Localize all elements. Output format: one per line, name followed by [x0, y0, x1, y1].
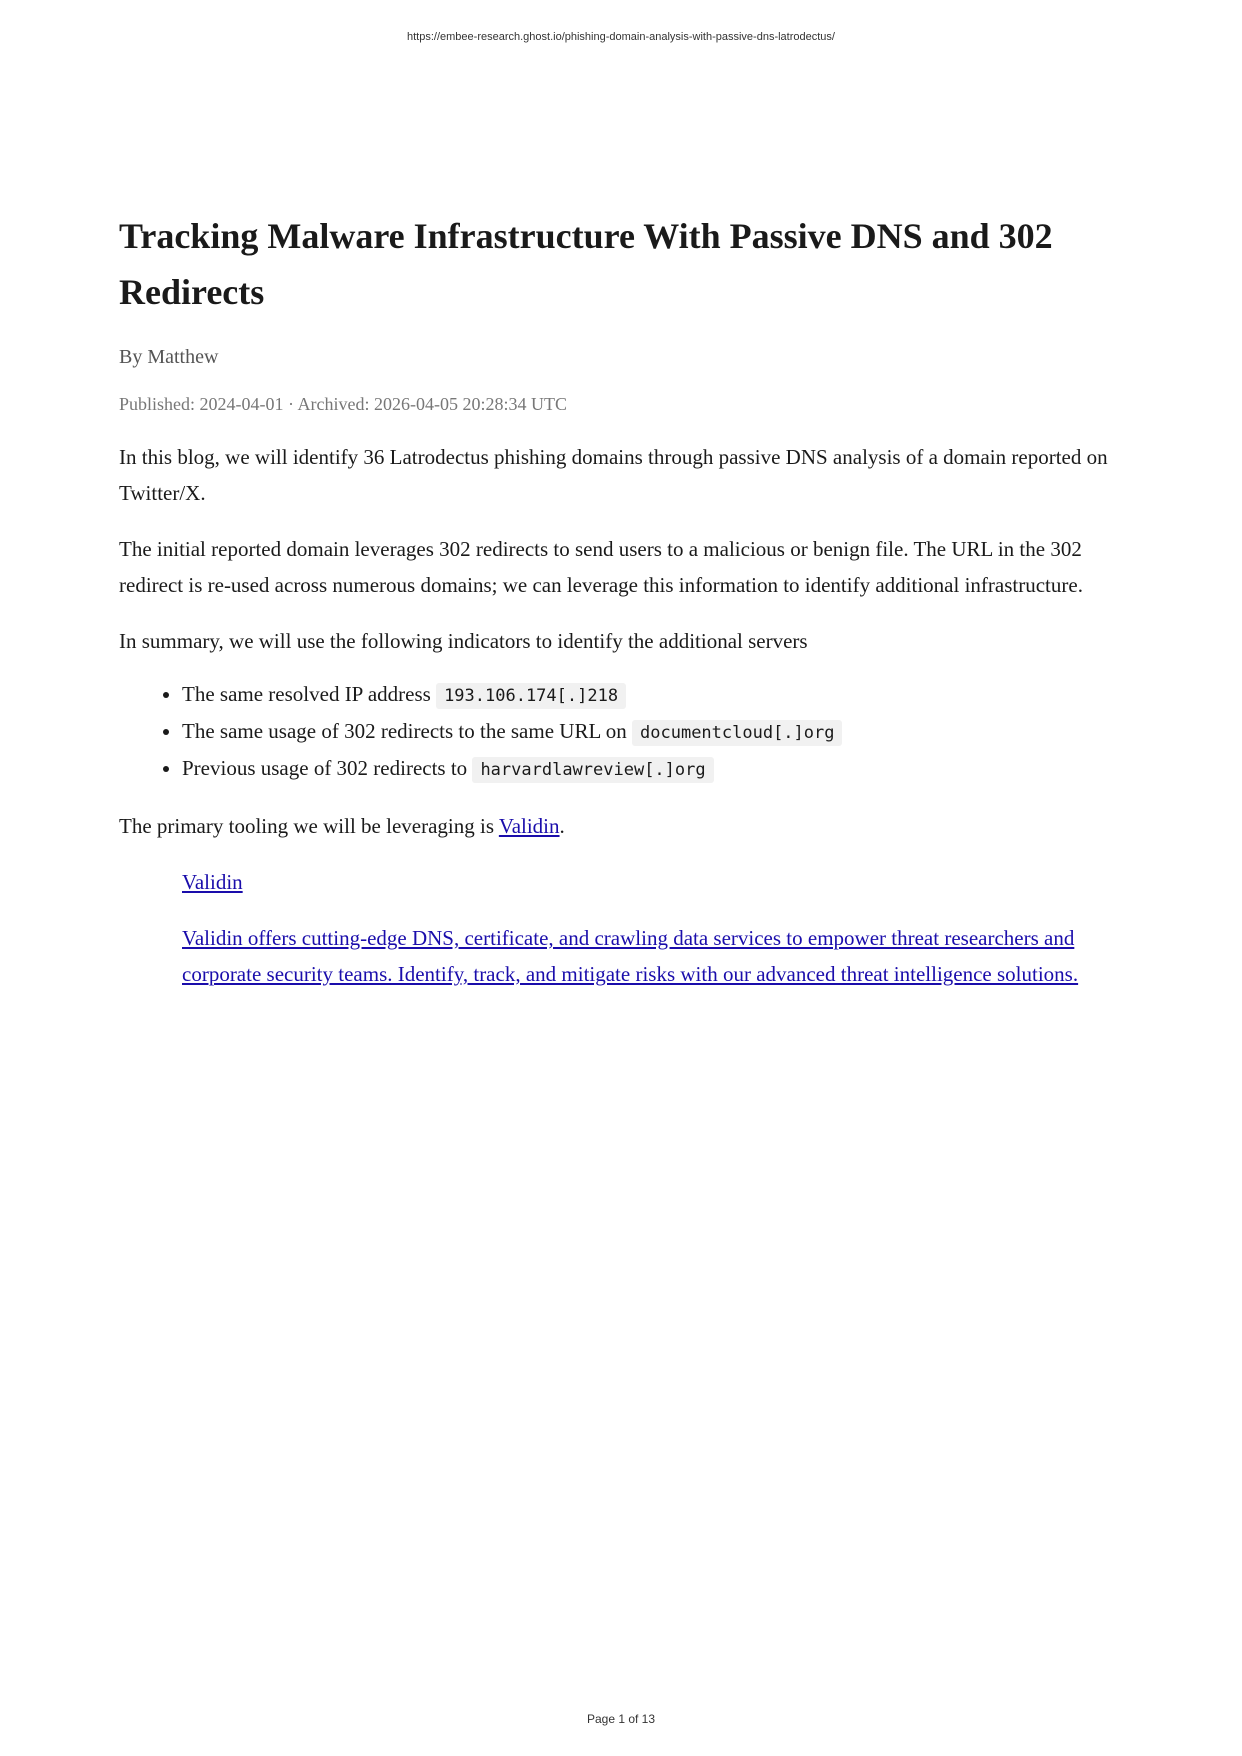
indicator-text: Previous usage of 302 redirects to [182, 756, 473, 780]
paragraph-tooling [119, 808, 1129, 844]
publish-meta: Published: 2024-04-01 · Archived: 2026-04-05 20:28:34 UTC [119, 394, 567, 414]
tooling-prefix: The primary tooling we will be leveraging is [119, 814, 499, 838]
page-url-header: https://embee-research.ghost.io/phishing-domain-analysis-with-passive-dns-latrodectus/ [407, 31, 835, 43]
indicator-code: 193.106.174[.]218 [436, 683, 626, 709]
paragraph-summary: In summary, we will use the following indicators to identify the additional servers [119, 629, 808, 653]
list-item [182, 714, 1129, 751]
indicator-text: The same resolved IP address [182, 682, 437, 706]
list-item [182, 751, 1129, 788]
page-number: Page 1 of 13 [586, 1712, 656, 1726]
tooling-suffix: . [559, 814, 565, 838]
validin-link[interactable]: Validin [498, 814, 560, 838]
list-item [182, 677, 1129, 714]
paragraph-redirects: The initial reported domain leverages 302 redirects to send users to a malicious or benign file. The URL in the 302 redirect is re-used across numerous domains; we can leverage this information to identify additional infrastructure. [119, 537, 1083, 597]
bookmark-description-link[interactable]: Validin offers cutting-edge DNS, certificate, and crawling data services to empower threat researchers and corporate security teams. Identify, track, and mitigate risks with our advanced threat intelligence solutions. [182, 926, 1079, 986]
paragraph-intro: In this blog, we will identify 36 Latrodectus phishing domains through passive DNS analysis of a domain reported on Twitter/X. [119, 445, 1108, 505]
bookmark-title-link[interactable]: Validin [182, 870, 243, 894]
indicator-text: The same usage of 302 redirects to the same URL on [182, 719, 633, 743]
indicator-code: harvardlawreview[.]org [472, 757, 713, 783]
indicator-code: documentcloud[.]org [632, 720, 842, 746]
article [119, 208, 1129, 992]
bookmark-card [182, 864, 1129, 992]
indicator-list [119, 677, 1129, 788]
author-byline: By Matthew [119, 346, 219, 368]
article-title: Tracking Malware Infrastructure With Passive DNS and 302 Redirects [119, 216, 1053, 312]
